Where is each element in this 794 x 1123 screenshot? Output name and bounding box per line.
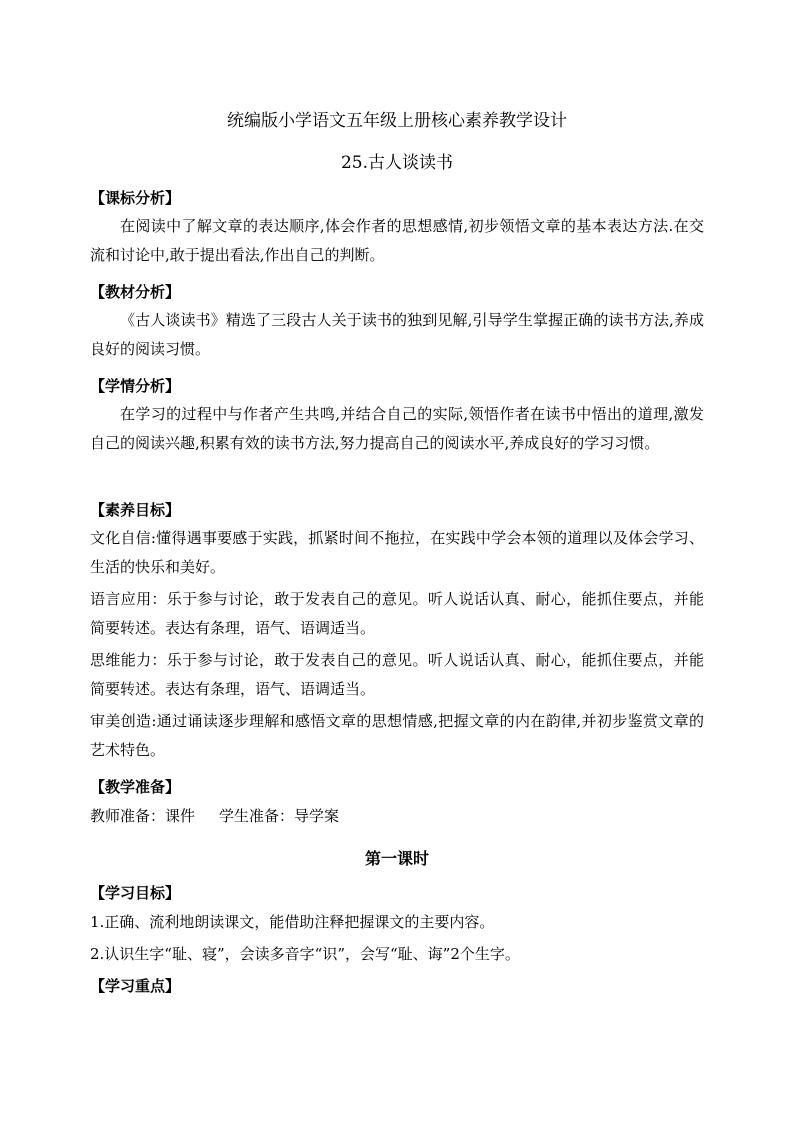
objective-2: 2.认识生字“耻、寝”，会读多音字“识”，会写“耻、诲”2个生字。 [90,945,520,963]
focus-heading: 【学习重点】 [90,977,181,995]
first-lesson-title: 第一课时 [364,849,429,868]
teacher-prep: 教师准备：课件 [90,807,196,825]
goal-culture: 文化自信:懂得遇事要感于实践，抓紧时间不拖拉，在实践中学会本领的道理以及体会学习、生活的快乐和美好。 [90,529,704,576]
curriculum-heading: 【课标分析】 [90,189,181,207]
prep-heading: 【教学准备】 [90,778,181,796]
goal-language: 语言应用：乐于参与讨论，敢于发表自己的意见。听人说话认真、耐心，能抓住要点，并能简要转述。表达有条理，语气、语调适当。 [90,590,704,637]
goal-aesthetic: 审美创造:通过诵读逐步理解和感悟文章的思想情感,把握文章的内在韵律,并初步鉴赏文章的艺术特色。 [90,712,704,759]
lesson-title: 25.古人谈读书 [340,153,454,173]
learner-text: 在学习的过程中与作者产生共鸣,并结合自己的实际,领悟作者在读书中悟出的道理,激发自己的阅读兴趣,积累有效的读书方法,努力提高自己的阅读水平,养成良好的学习习惯。 [90,405,704,452]
objective-1: 1.正确、流利地朗读课文，能借助注释把握课文的主要内容。 [90,913,495,931]
prep-line [90,802,704,831]
goals-heading: 【素养目标】 [90,501,181,519]
student-prep: 学生准备：导学案 [219,807,340,825]
objectives-heading: 【学习目标】 [90,884,181,902]
textbook-text: 《古人谈读书》精选了三段古人关于读书的独到见解,引导学生掌握正确的读书方法,养成良好的阅读习惯。 [90,311,704,358]
document-title: 统编版小学语文五年级上册核心素养教学设计 [227,111,567,131]
learner-heading: 【学情分析】 [90,377,181,395]
textbook-heading: 【教材分析】 [90,283,181,301]
goal-thinking: 思维能力：乐于参与讨论，敢于发表自己的意见。听人说话认真、耐心，能抓住要点，并能简要转述。表达有条理，语气、语调适当。 [90,651,704,698]
curriculum-text: 在阅读中了解文章的表达顺序,体会作者的思想感情,初步领悟文章的基本表达方法.在交流和讨论中,敢于提出看法,作出自己的判断。 [90,217,704,264]
